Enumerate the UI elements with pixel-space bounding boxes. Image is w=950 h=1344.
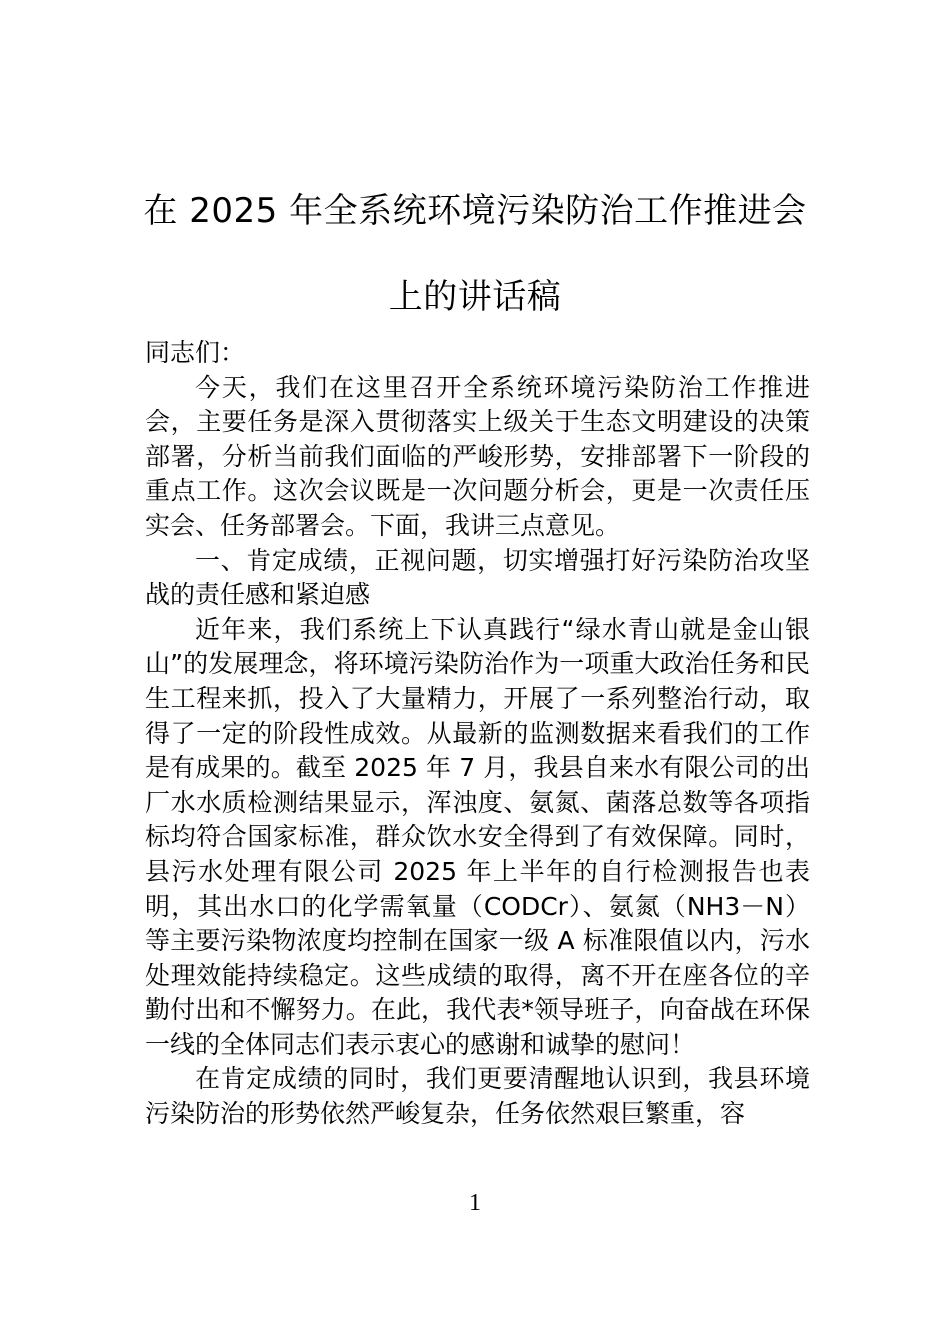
paragraph-challenges: 在肯定成绩的同时，我们更要清醒地认识到，我县环境污染防治的形势依然严峻复杂，任务依然艰巨繁重，容 [145,1064,810,1129]
paragraph-achievements: 近年来，我们系统上下认真践行“绿水青山就是金山银山”的发展理念，将环境污染防治作为一项重大政治任务和民生工程来抓，投入了大量精力，开展了一系列整治行动，取得了一定的阶段性成效。从最新的监测数据来看我们的工作是有成果的。截至 2025 年 7 月，我县自来水有限公司的出厂水水质检测结果显示，浑浊度、氨氮、菌落总数等各项指标均符合国家标准，群众饮水安全得到了有效保障。同时，县污水处理有限公司 2025 年上半年的自行检测报告也表明，其出水口的化学需氧量（CODCr）、氨氮（NH3－N）等主要污染物浓度均控制在国家一级 A 标准限值以内，污水处理效能持续稳定。这些成绩的取得，离不开在座各位的辛勤付出和不懈努力。在此，我代表*领导班子，向奋战在环保一线的全体同志们表示衷心的感谢和诚挚的慰问！ [145,614,810,1059]
document-body [145,336,810,1132]
title-line-2: 上的讲话稿 [388,277,562,317]
salutation: 同志们： [145,338,246,367]
document-title [110,168,840,340]
page-number: 1 [469,1190,481,1216]
paragraph-intro: 今天，我们在这里召开全系统环境污染防治工作推进会，主要任务是深入贯彻落实上级关于生态文明建设的决策部署，分析当前我们面临的严峻形势，安排部署下一阶段的重点工作。这次会议既是一次问题分析会，更是一次责任压实会、任务部署会。下面，我讲三点意见。 [145,372,810,540]
section-heading-1: 一、肯定成绩，正视问题，切实增强打好污染防治攻坚战的责任感和紧迫感 [145,545,810,610]
title-line-1: 在 2025 年全系统环境污染防治工作推进会 [143,191,807,231]
